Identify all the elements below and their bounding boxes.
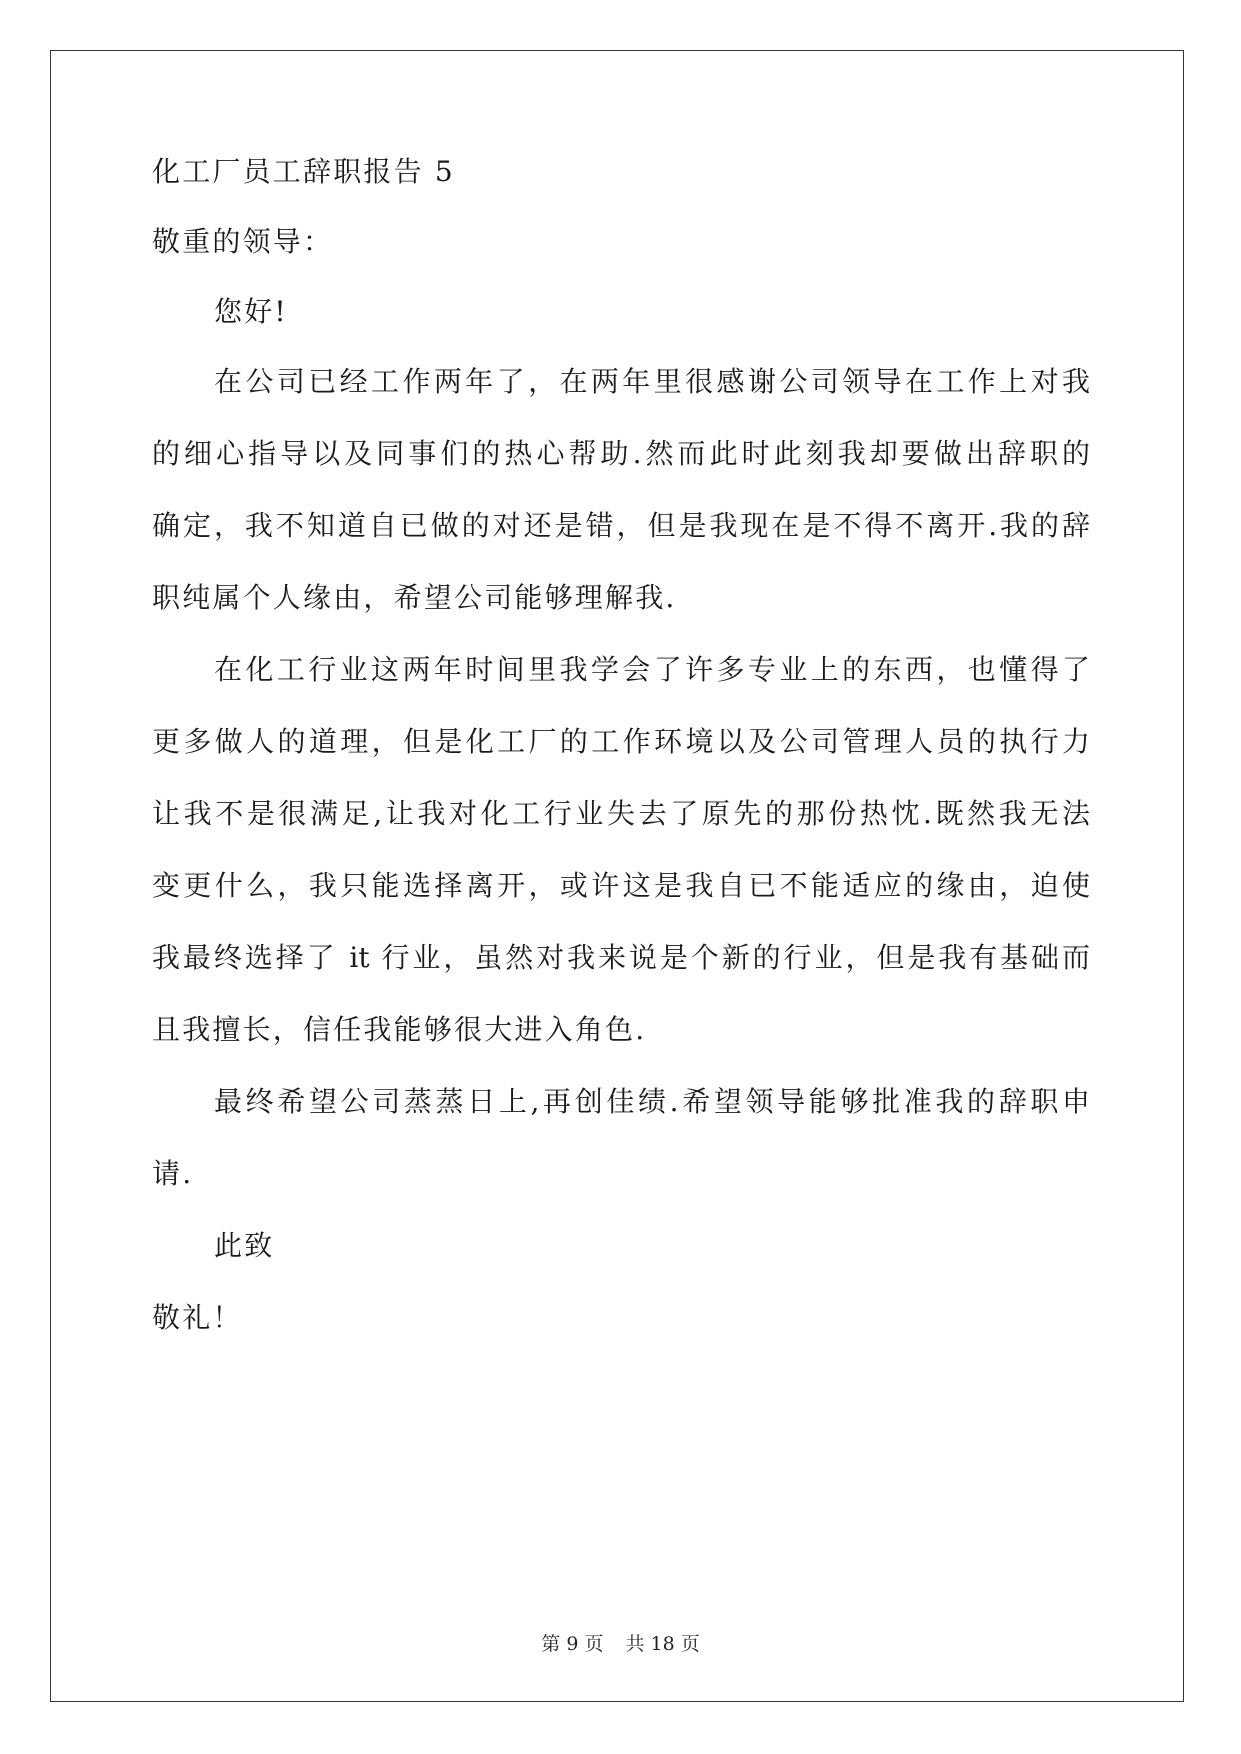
greeting: 您好! (214, 295, 288, 328)
paragraph-line: 请. (152, 1157, 194, 1190)
paragraph-line: 职纯属个人缘由，希望公司能够理解我. (152, 581, 677, 614)
paragraph-line: 且我擅长，信任我能够很大进入角色. (152, 1013, 647, 1046)
paragraph-line: 在化工行业这两年时间里我学会了许多专业上的东西，也懂得了 (214, 653, 1090, 686)
page-total: 共 18 页 (625, 1633, 700, 1655)
paragraph-line: 我最终选择了 it 行业，虽然对我来说是个新的行业，但是我有基础而 (152, 941, 1090, 974)
document-title: 化工厂员工辞职报告 5 (152, 155, 455, 188)
page-footer (0, 1632, 1241, 1656)
page-number: 第 9 页 (541, 1633, 604, 1655)
paragraph-line: 确定，我不知道自已做的对还是错，但是我现在是不得不离开.我的辞 (152, 509, 1090, 542)
paragraph-line: 的细心指导以及同事们的热心帮助.然而此时此刻我却要做出辞职的 (152, 437, 1090, 470)
paragraph-line: 让我不是很满足,让我对化工行业失去了原先的那份热忱.既然我无法 (152, 797, 1090, 830)
paragraph-line: 变更什么，我只能选择离开，或许这是我自已不能适应的缘由，迫使 (152, 869, 1090, 902)
paragraph-line: 更多做人的道理，但是化工厂的工作环境以及公司管理人员的执行力 (152, 725, 1090, 758)
salutation: 敬重的领导： (152, 225, 334, 258)
closing: 此致 (214, 1229, 275, 1262)
paragraph-line: 最终希望公司蒸蒸日上,再创佳绩.希望领导能够批准我的辞职申 (214, 1085, 1090, 1118)
regards: 敬礼！ (152, 1301, 243, 1334)
paragraph-line: 在公司已经工作两年了，在两年里很感谢公司领导在工作上对我 (214, 365, 1090, 398)
